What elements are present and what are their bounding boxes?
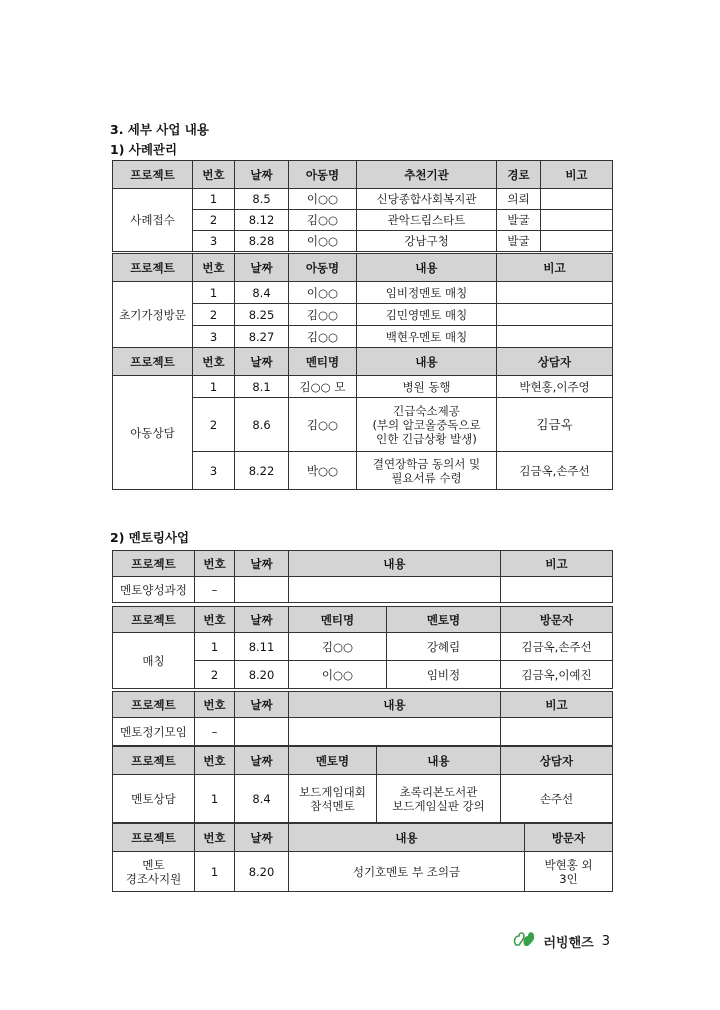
row-no: 2 (193, 398, 235, 452)
brand-name: 러빙핸즈 (543, 935, 594, 951)
header-project: 프로젝트 (113, 747, 195, 775)
row-note (497, 282, 613, 304)
header-note: 비고 (501, 551, 613, 577)
row-date (235, 577, 289, 603)
header-content: 내용 (289, 551, 501, 577)
header-project: 프로젝트 (113, 551, 195, 577)
row-date (235, 718, 289, 746)
header-mentee: 멘티명 (289, 348, 357, 376)
header-project: 프로젝트 (113, 254, 193, 282)
header-date: 날짜 (235, 348, 289, 376)
case-intake-table (112, 160, 613, 252)
row-agency: 관악드림스타트 (357, 210, 497, 231)
row-counselor: 김금옥,손주선 (497, 452, 613, 490)
content-line: 초록리본도서관 (399, 784, 478, 799)
content-line: (부의 알코올중독으로 (372, 417, 481, 432)
row-child: 김○○ (289, 210, 357, 231)
row-route: 발굴 (497, 231, 541, 252)
row-no: 1 (193, 376, 235, 398)
row-child: 김○○ (289, 326, 357, 348)
row-note (501, 718, 613, 746)
row-child: 이○○ (289, 282, 357, 304)
row-content (357, 398, 497, 452)
content-line: 필요서류 수령 (391, 470, 462, 485)
row-note (497, 304, 613, 326)
row-mentor: 임비정 (387, 661, 501, 689)
row-no: – (195, 577, 235, 603)
header-no: 번호 (193, 348, 235, 376)
row-content (357, 452, 497, 490)
row-mentee: 김○○ (289, 633, 387, 661)
project-group: 매칭 (113, 633, 195, 689)
header-project: 프로젝트 (113, 692, 195, 718)
mentor-family-event-table (112, 823, 613, 892)
row-date: 8.27 (235, 326, 289, 348)
group-line: 멘토 (142, 857, 165, 872)
row-no: 2 (193, 210, 235, 231)
content-line: 결연장학금 동의서 및 (372, 456, 481, 471)
matching-table (112, 606, 613, 689)
subsection-mentoring-title: 2) 멘토링사업 (110, 530, 190, 545)
row-no: 2 (195, 661, 235, 689)
row-note (541, 231, 613, 252)
content-line: 인한 긴급상황 발생) (376, 431, 477, 446)
mentor-counseling-table (112, 746, 613, 823)
visitor-line: 3인 (559, 871, 578, 886)
row-content: 성기호멘토 부 조의금 (289, 852, 525, 892)
row-no: – (195, 718, 235, 746)
row-mentee: 김○○ 모 (289, 376, 357, 398)
header-agency: 추천기관 (357, 161, 497, 189)
row-note (501, 577, 613, 603)
row-counselor: 박현홍,이주영 (497, 376, 613, 398)
header-visitor: 방문자 (501, 607, 613, 633)
row-date: 8.6 (235, 398, 289, 452)
header-no: 번호 (195, 607, 235, 633)
project-group: 멘토상담 (113, 775, 195, 823)
header-project: 프로젝트 (113, 607, 195, 633)
visitor-line: 박현홍 외 (544, 857, 593, 872)
row-child: 이○○ (289, 231, 357, 252)
row-no: 1 (195, 633, 235, 661)
header-child: 아동명 (289, 254, 357, 282)
project-group: 아동상담 (113, 376, 193, 490)
row-mentee: 김○○ (289, 398, 357, 452)
row-no: 1 (195, 852, 235, 892)
row-content: 김민영멘토 매칭 (357, 304, 497, 326)
project-group: 사례접수 (113, 189, 193, 252)
row-note (497, 326, 613, 348)
subsection-case-management-title: 1) 사례관리 (110, 142, 178, 157)
header-content: 내용 (377, 747, 501, 775)
row-no: 3 (193, 231, 235, 252)
row-content (289, 718, 501, 746)
header-route: 경로 (497, 161, 541, 189)
row-no: 1 (193, 282, 235, 304)
row-date: 8.20 (235, 852, 289, 892)
row-note (541, 210, 613, 231)
header-date: 날짜 (235, 824, 289, 852)
row-visitor: 김금옥,손주선 (501, 633, 613, 661)
project-group (113, 852, 195, 892)
row-content: 병원 동행 (357, 376, 497, 398)
row-agency: 강남구청 (357, 231, 497, 252)
header-no: 번호 (195, 551, 235, 577)
header-project: 프로젝트 (113, 824, 195, 852)
row-date: 8.25 (235, 304, 289, 326)
row-no: 3 (193, 326, 235, 348)
header-no: 번호 (193, 161, 235, 189)
header-project: 프로젝트 (113, 161, 193, 189)
header-visitor: 방문자 (525, 824, 613, 852)
header-date: 날짜 (235, 692, 289, 718)
row-child: 이○○ (289, 189, 357, 210)
header-note: 비고 (541, 161, 613, 189)
row-date: 8.11 (235, 633, 289, 661)
row-note (541, 189, 613, 210)
header-mentee: 멘티명 (289, 607, 387, 633)
content-line: 보드게임실판 강의 (392, 798, 485, 813)
header-project: 프로젝트 (113, 348, 193, 376)
row-visitor: 김금옥,이예진 (501, 661, 613, 689)
project-group: 초기가정방문 (113, 282, 193, 348)
row-no: 2 (193, 304, 235, 326)
row-visitor (525, 852, 613, 892)
header-note: 비고 (501, 692, 613, 718)
row-content (377, 775, 501, 823)
row-no: 1 (195, 775, 235, 823)
row-mentee: 박○○ (289, 452, 357, 490)
row-date: 8.20 (235, 661, 289, 689)
header-no: 번호 (195, 824, 235, 852)
page-footer (513, 930, 610, 952)
group-line: 경조사지원 (125, 871, 182, 886)
header-content: 내용 (289, 824, 525, 852)
project-group: 멘토정기모임 (113, 718, 195, 746)
row-child: 김○○ (289, 304, 357, 326)
row-content: 임비정멘토 매칭 (357, 282, 497, 304)
header-mentor: 멘토명 (289, 747, 377, 775)
header-content: 내용 (289, 692, 501, 718)
row-date: 8.22 (235, 452, 289, 490)
header-date: 날짜 (235, 161, 289, 189)
row-content: 백현우멘토 매칭 (357, 326, 497, 348)
child-counseling-table (112, 347, 613, 490)
row-date: 8.28 (235, 231, 289, 252)
header-child: 아동명 (289, 161, 357, 189)
header-no: 번호 (195, 692, 235, 718)
page-number: 3 (601, 933, 610, 949)
mentor-line: 보드게임대회 (299, 784, 366, 799)
header-content: 내용 (357, 254, 497, 282)
row-counselor: 손주선 (501, 775, 613, 823)
row-date: 8.1 (235, 376, 289, 398)
header-content: 내용 (357, 348, 497, 376)
row-date: 8.4 (235, 282, 289, 304)
mentor-training-table (112, 550, 613, 603)
row-route: 발굴 (497, 210, 541, 231)
header-no: 번호 (195, 747, 235, 775)
header-date: 날짜 (235, 747, 289, 775)
row-mentor: 강혜림 (387, 633, 501, 661)
header-date: 날짜 (235, 607, 289, 633)
row-agency: 신당종합사회복지관 (357, 189, 497, 210)
header-mentor: 멘토명 (387, 607, 501, 633)
section-title: 3. 세부 사업 내용 (110, 122, 209, 137)
home-visit-table (112, 253, 613, 348)
project-group: 멘토양성과정 (113, 577, 195, 603)
row-mentor (289, 775, 377, 823)
row-content (289, 577, 501, 603)
content-line: 긴급숙소제공 (393, 403, 460, 418)
header-note: 비고 (497, 254, 613, 282)
header-no: 번호 (193, 254, 235, 282)
row-date: 8.5 (235, 189, 289, 210)
hands-logo-icon (513, 930, 539, 952)
mentor-line: 참석멘토 (310, 798, 355, 813)
row-no: 3 (193, 452, 235, 490)
header-counselor: 상담자 (501, 747, 613, 775)
row-mentee: 이○○ (289, 661, 387, 689)
header-date: 날짜 (235, 551, 289, 577)
header-date: 날짜 (235, 254, 289, 282)
row-no: 1 (193, 189, 235, 210)
header-counselor: 상담자 (497, 348, 613, 376)
row-route: 의뢰 (497, 189, 541, 210)
mentor-meeting-table (112, 691, 613, 746)
row-date: 8.4 (235, 775, 289, 823)
row-counselor: 김금옥 (497, 398, 613, 452)
row-date: 8.12 (235, 210, 289, 231)
